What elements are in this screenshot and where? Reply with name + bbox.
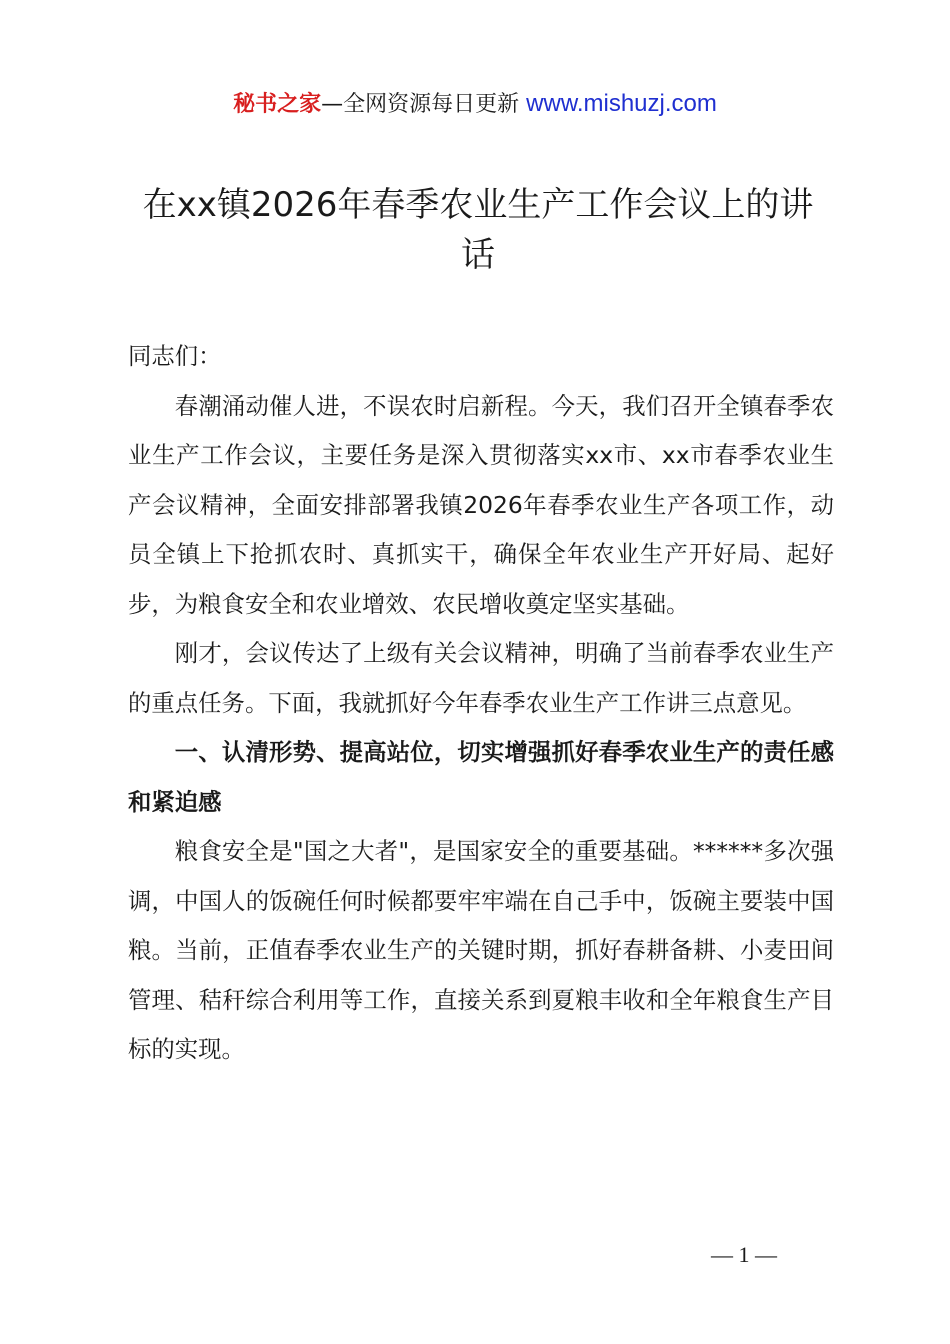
salutation: 同志们： bbox=[128, 342, 222, 370]
site-url-link[interactable]: www.mishuzj.com bbox=[526, 90, 717, 117]
site-header bbox=[0, 86, 950, 123]
site-tagline: —全网资源每日更新 bbox=[321, 92, 520, 117]
document-body bbox=[128, 332, 834, 1075]
page-number: — 1 — bbox=[711, 1242, 777, 1267]
paragraph-transition: 刚才，会议传达了上级有关会议精神，明确了当前春季农业生产的重点任务。下面，我就抓好今年春季农业生产工作讲三点意见。 bbox=[128, 639, 834, 717]
site-brand: 秘书之家 bbox=[233, 92, 322, 117]
paragraph-opening: 春潮涌动催人进，不误农时启新程。今天，我们召开全镇春季农业生产工作会议，主要任务是深入贯彻落实xx市、xx市春季农业生产会议精神，全面安排部署我镇2026年春季农业生产各项工作，动员全镇上下抢抓农时、真抓实干，确保全年农业生产开好局、起好步，为粮食安全和农业增效、农民增收奠定坚实基础。 bbox=[128, 391, 834, 618]
section-heading: 一、认清形势、提高站位，切实增强抓好春季农业生产的责任感和紧迫感 bbox=[128, 738, 834, 816]
paragraph-section-one: 粮食安全是"国之大者"，是国家安全的重要基础。******多次强调，中国人的饭碗任何时候都要牢牢端在自己手中，饭碗主要装中国粮。当前，正值春季农业生产的关键时期，抓好春耕备耕、小麦田间管理、秸秆综合利用等工作，直接关系到夏粮丰收和全年粮食生产目标的实现。 bbox=[128, 837, 834, 1063]
document-title: 在xx镇2026年春季农业生产工作会议上的讲话 bbox=[142, 185, 814, 275]
